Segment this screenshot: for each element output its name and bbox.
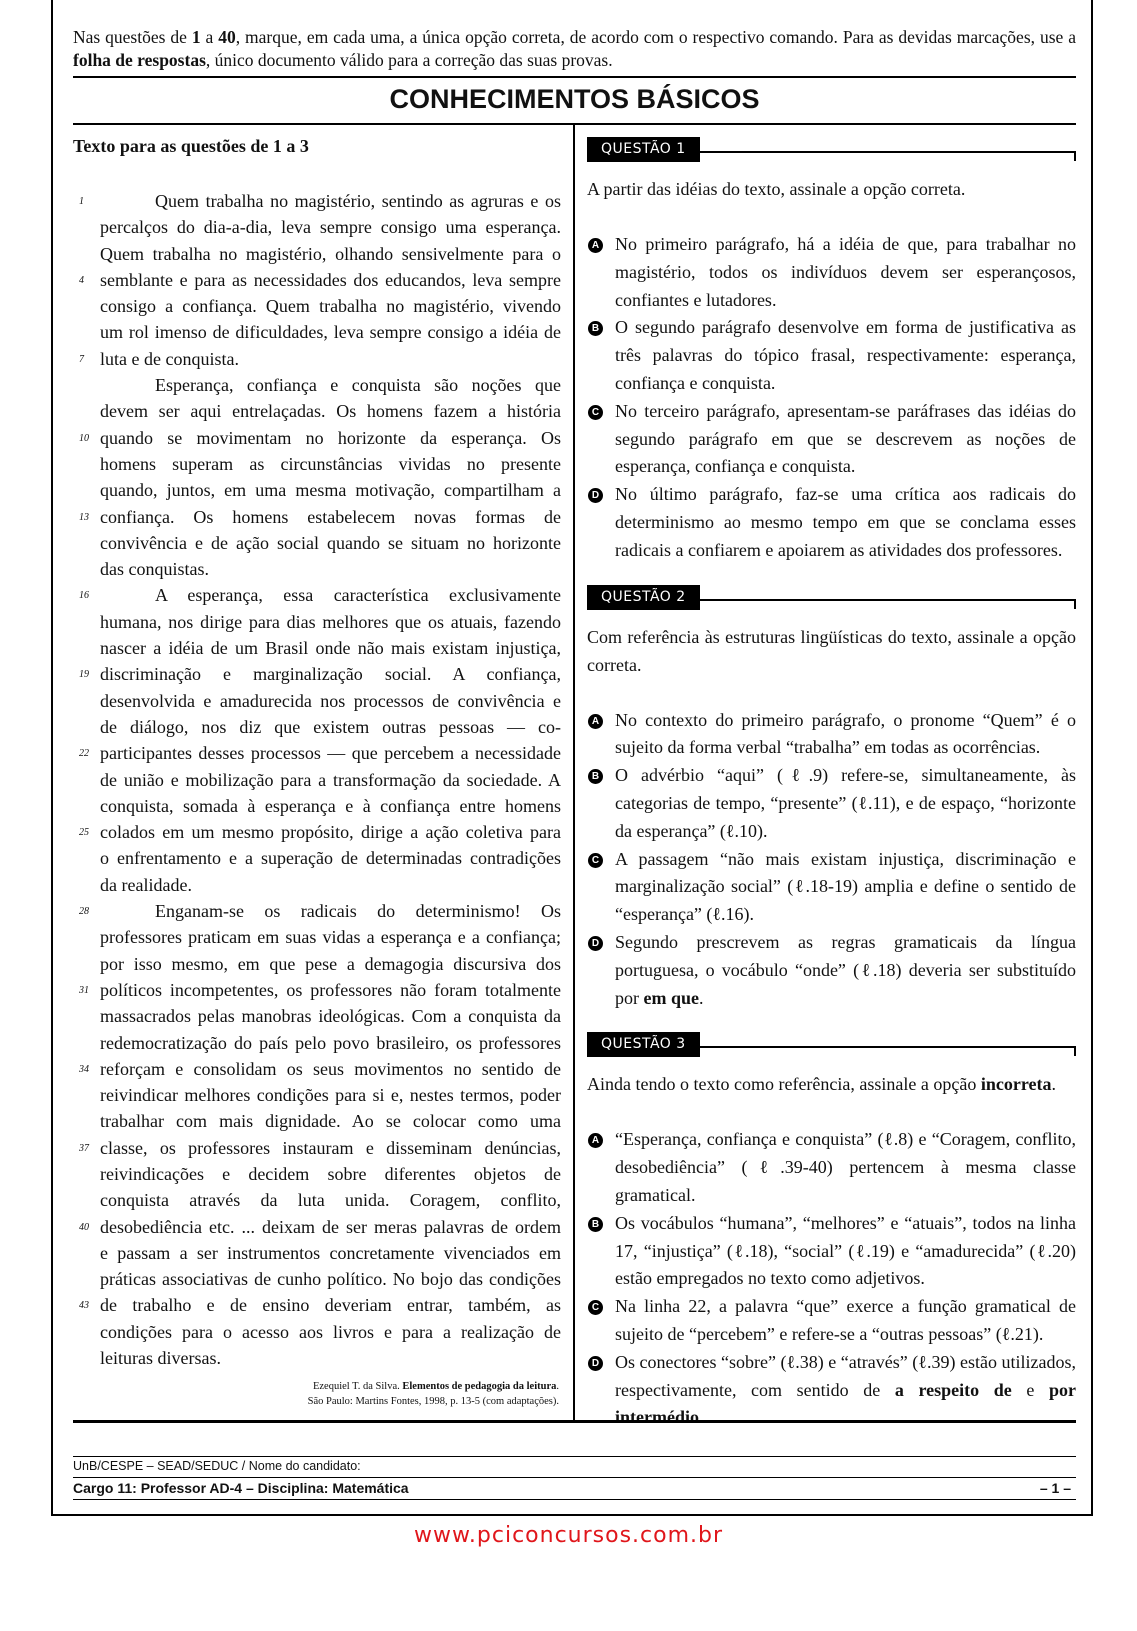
header-rule — [687, 1046, 1076, 1048]
option-letter-circle-icon: B — [588, 321, 603, 336]
text-line — [73, 1161, 561, 1187]
text-run: Ezequiel T. da Silva. — [312, 1381, 403, 1393]
text-line — [73, 188, 561, 214]
line-text: consigo a confiança. Quem trabalha no magistério, vivendo — [100, 296, 561, 317]
text-line — [73, 872, 561, 898]
line-text: devem ser aqui entrelaçadas. Os homens fazem a história — [100, 401, 561, 422]
page-number: – 1 – — [1039, 1480, 1071, 1496]
bold-text: folha de respostas — [73, 50, 206, 70]
option-b[interactable] — [587, 1210, 1076, 1293]
question-stem — [587, 175, 1076, 203]
text-run: Os conectores “sobre” (ℓ.38) e “através” (ℓ.39) estão utilizados, respectivamente, com sentido de — [615, 1351, 1076, 1400]
line-number: 34 — [79, 1063, 89, 1075]
header-rule — [687, 599, 1076, 601]
line-number: 40 — [79, 1221, 89, 1233]
line-text: semblante e para as necessidades dos educandos, leva sempre — [100, 269, 561, 290]
line-text: reforçam e consolidam os seus movimentos no sentido de — [100, 1058, 561, 1079]
question-1 — [587, 137, 1076, 565]
option-letter-circle-icon: B — [588, 1217, 603, 1232]
questions-column — [587, 137, 1076, 1452]
line-text: reivindicações e decidem sobre diferentes objetos de — [100, 1163, 561, 1184]
text-run: O segundo parágrafo desenvolve em forma de justificativa as três palavras do tópico frasal, respectivamente: esperança, confiança e conquista. — [615, 317, 1076, 393]
option-c[interactable] — [587, 846, 1076, 929]
option-c[interactable] — [587, 1293, 1076, 1349]
question-header — [587, 1032, 1076, 1058]
footer-position: Cargo 11: Professor AD-4 – Disciplina: Matemática — [73, 1480, 409, 1496]
text-line — [73, 1345, 561, 1371]
line-text: reivindicar melhores condições para si e, nestes termos, poder — [100, 1085, 561, 1106]
text-line — [73, 530, 561, 556]
text-run: No terceiro parágrafo, apresentam-se paráfrases das idéias do segundo parágrafo em que se descrevem as noções de esperança, confiança e conquista. — [615, 400, 1076, 477]
question-2 — [587, 585, 1076, 1013]
text-line — [73, 661, 561, 687]
text-line — [73, 1187, 561, 1213]
line-text: de trabalho e de ensino deveriam entrar, também, as — [100, 1295, 561, 1316]
text-line — [73, 767, 561, 793]
text-line — [73, 714, 561, 740]
header-rule — [687, 151, 1076, 153]
text-line — [73, 635, 561, 661]
text-line — [73, 1003, 561, 1029]
line-text: de diálogo, nos diz que existem outras pessoas — co- — [100, 716, 561, 737]
text-run: No contexto do primeiro parágrafo, o pronome “Quem” é o sujeito da forma verbal “trabalha” em todas as ocorrências. — [615, 709, 1076, 758]
line-number: 10 — [79, 432, 89, 444]
bold-text: incorreta — [980, 1074, 1052, 1095]
text-line — [73, 924, 561, 950]
line-number: 22 — [79, 748, 89, 760]
text-run: e — [1011, 1379, 1049, 1400]
option-letter-circle-icon: A — [588, 1133, 603, 1148]
text-heading: Texto para as questões de 1 a 3 — [73, 136, 309, 156]
line-text: colados em um mesmo propósito, dirige a ação coletiva para — [100, 822, 561, 843]
line-text: de união e mobilização para a transformação da sociedade. A — [100, 769, 561, 790]
line-text: conquista, somada à esperança e à confiança entre homens — [100, 795, 561, 816]
text-run: Os vocábulos “humana”, “melhores” e “atuais”, todos na linha 17, “injustiça” (ℓ.18), “social” (ℓ.19) e “amadurecida” (ℓ.20) estão empregados no texto como adjetivos. — [615, 1212, 1076, 1289]
text-line — [73, 977, 561, 1003]
option-b[interactable] — [587, 762, 1076, 845]
line-text: A esperança, essa característica exclusivamente — [155, 585, 561, 606]
text-line — [73, 451, 561, 477]
header-tick — [1074, 1046, 1076, 1056]
text-line — [73, 951, 561, 977]
line-text: leituras diversas. — [100, 1348, 221, 1369]
text-run: . — [698, 1407, 704, 1428]
line-text: Quem trabalha no magistério, sentindo as agruras e os — [155, 191, 561, 211]
line-text: da realidade. — [100, 874, 192, 895]
text-run: “Esperança, confiança e conquista” (ℓ.8) e “Coragem, conflito, desobediência” (ℓ.39-40) pertencem à mesma classe gramatical. — [615, 1129, 1076, 1205]
section-title: CONHECIMENTOS BÁSICOS — [389, 84, 760, 114]
line-text: homens superam as circunstâncias vividas no presente — [100, 453, 561, 474]
option-letter-circle-icon: B — [588, 769, 603, 784]
text-line — [73, 582, 561, 608]
line-number: 25 — [79, 827, 89, 839]
reading-text-column — [73, 136, 561, 1409]
text-line — [73, 1319, 561, 1345]
line-text: desenvolvida e amadurecida nos processos de convivência e — [100, 690, 561, 711]
text-line — [73, 845, 561, 871]
divider — [73, 76, 1076, 78]
line-text: discriminação e marginalização social. A confiança, — [100, 664, 561, 685]
reading-text — [73, 188, 561, 1371]
text-run: , único documento válido para a correção das suas provas. — [205, 50, 613, 70]
text-line — [73, 1266, 561, 1292]
line-text: professores praticam em suas vidas a esperança e a confiança; — [100, 927, 561, 948]
line-number: 16 — [79, 590, 89, 602]
option-a[interactable] — [587, 231, 1076, 314]
line-number: 31 — [79, 984, 89, 996]
line-number: 28 — [79, 906, 89, 918]
text-line — [73, 372, 561, 398]
text-run: Segundo prescrevem as regras gramaticais da língua portuguesa, o vocábulo “onde” (ℓ.18) deveria ser substituído por — [615, 931, 1076, 1008]
line-text: o enfrentamento e a superação de determinadas contradições — [100, 848, 561, 869]
text-line — [73, 241, 561, 267]
text-line — [73, 688, 561, 714]
text-line — [73, 1240, 561, 1266]
header-tick — [1074, 151, 1076, 161]
line-number: 7 — [79, 353, 84, 365]
bold-text: por intermédio — [615, 1379, 1076, 1428]
text-run: A partir das idéias do texto, assinale a opção correta. — [587, 179, 966, 199]
text-line — [73, 319, 561, 345]
line-number: 13 — [79, 511, 89, 523]
text-run: Ainda tendo o texto como referência, assinale a opção — [587, 1074, 981, 1095]
line-number: 43 — [79, 1300, 89, 1312]
line-text: das conquistas. — [100, 559, 209, 580]
text-line — [73, 477, 561, 503]
text-run: São Paulo: Martins Fontes, 1998, p. 13-5 (com adaptações). — [307, 1396, 559, 1408]
instructions — [73, 26, 1076, 72]
line-text: percalços do dia-a-dia, leva sempre consigo uma esperança. — [100, 217, 561, 238]
text-line — [73, 793, 561, 819]
text-line — [73, 1056, 561, 1082]
line-number: 4 — [79, 274, 84, 286]
question-stem — [587, 623, 1076, 679]
text-line — [73, 609, 561, 635]
text-run: Com referência às estruturas lingüísticas do texto, assinale a opção correta. — [587, 626, 1076, 675]
line-number: 1 — [79, 196, 84, 207]
question-label: QUESTÃO 3 — [587, 1032, 700, 1057]
text-run: a — [200, 27, 219, 47]
option-letter-circle-icon: D — [588, 488, 603, 503]
line-text: Esperança, confiança e conquista são noções que — [155, 375, 561, 396]
text-line — [73, 346, 561, 372]
line-text: nascer a idéia de um Brasil onde não mais existam injustiça, — [100, 638, 561, 659]
line-number: 19 — [79, 669, 89, 681]
line-text: conquista através da luta unida. Coragem, conflito, — [100, 1190, 561, 1211]
bold-text: a respeito de — [894, 1379, 1012, 1400]
text-run: A passagem “não mais existam injustiça, discriminação e marginalização social” (ℓ.18-19) amplia e define o sentido de “esperança” (ℓ.16). — [615, 848, 1076, 925]
divider — [73, 1499, 1076, 1500]
line-text: Enganam-se os radicais do determinismo! Os — [155, 901, 561, 922]
option-letter-circle-icon: C — [588, 853, 603, 868]
option-d[interactable] — [587, 929, 1076, 1012]
text-line — [73, 1214, 561, 1240]
question-label: QUESTÃO 2 — [587, 585, 700, 610]
text-line — [73, 1030, 561, 1056]
option-letter-circle-icon: A — [588, 714, 603, 729]
line-text: redemocratização do país pelo povo brasileiro, os professores — [100, 1032, 561, 1053]
text-line — [73, 425, 561, 451]
text-run: . — [699, 987, 704, 1008]
text-line — [73, 267, 561, 293]
text-run: . — [556, 1381, 559, 1393]
option-letter-circle-icon: C — [588, 1300, 603, 1315]
bold-text: Elementos de pedagogia da leitura — [402, 1381, 557, 1393]
option-letter-circle-icon: A — [588, 238, 603, 253]
text-run: , marque, em cada uma, a única opção correta, de acordo com o respectivo comando. Para as devidas marcações, use a — [235, 27, 1076, 47]
option-letter-circle-icon: D — [588, 936, 603, 951]
question-stem — [587, 1070, 1076, 1098]
option-d[interactable] — [587, 481, 1076, 564]
option-letter-circle-icon: D — [588, 1356, 603, 1371]
line-text: políticos incompetentes, os professores não foram totalmente — [100, 979, 561, 1000]
text-run: No último parágrafo, faz-se uma crítica aos radicais do determinismo ao mesmo tempo em que se conclama esses radicais a confiarem e apoiarem as atividades dos professores. — [615, 484, 1076, 560]
footer-candidate: UnB/CESPE – SEAD/SEDUC / Nome do candidato: — [73, 1459, 361, 1473]
bold-text: 1 — [191, 27, 201, 47]
divider — [73, 1420, 1076, 1423]
question-header — [587, 585, 1076, 611]
line-text: luta e de conquista. — [100, 348, 239, 369]
line-text: participantes desses processos — que percebem a necessidade — [100, 743, 561, 764]
text-line — [73, 1292, 561, 1318]
line-text: quando, juntos, em uma mesma motivação, compartilham a — [100, 480, 561, 501]
bold-text: em que — [643, 987, 699, 1008]
question-header — [587, 137, 1076, 163]
text-line — [73, 504, 561, 530]
divider — [73, 1477, 1076, 1478]
line-text: confiança. Os homens estabelecem novas formas de — [100, 506, 561, 527]
exam-page — [51, 0, 1093, 1516]
text-line — [73, 1135, 561, 1161]
text-run: Na linha 22, a palavra “que” exerce a função gramatical de sujeito de “percebem” e refere-se a “outras pessoas” (ℓ.21). — [615, 1296, 1076, 1344]
text-line — [73, 293, 561, 319]
text-run: O advérbio “aqui” (ℓ.9) refere-se, simultaneamente, às categorias de tempo, “presente” (ℓ.11), e de espaço, “horizonte da esperança” (ℓ.10). — [615, 765, 1076, 841]
line-text: massacrados pelas manobras ideológicas. Com a conquista da — [100, 1006, 561, 1027]
column-divider — [573, 124, 575, 1421]
divider — [73, 1456, 1076, 1457]
option-c[interactable] — [587, 398, 1076, 481]
text-line — [73, 740, 561, 766]
option-a[interactable] — [587, 707, 1076, 763]
option-b[interactable] — [587, 314, 1076, 397]
header-tick — [1074, 599, 1076, 609]
text-line — [73, 1108, 561, 1134]
line-text: quando se movimentam no horizonte da esperança. Os — [100, 427, 561, 448]
line-number: 37 — [79, 1142, 89, 1154]
line-text: desobediência etc. ... deixam de ser meras palavras de ordem — [100, 1216, 561, 1237]
line-text: e passam a ser instrumentos concretamente vivenciados em — [100, 1242, 561, 1263]
text-line — [73, 214, 561, 240]
source-url[interactable]: www.pciconcursos.com.br — [413, 1523, 724, 1548]
option-letter-circle-icon: C — [588, 405, 603, 420]
citation — [73, 1379, 561, 1409]
question-label: QUESTÃO 1 — [587, 137, 700, 162]
line-text: Quem trabalha no magistério, olhando sensivelmente para o — [100, 243, 561, 264]
text-line — [73, 556, 561, 582]
line-text: por isso mesmo, em que pese a demagogia discursiva dos — [100, 953, 561, 974]
line-text: humana, nos dirige para dias melhores que os atuais, fazendo — [100, 611, 561, 632]
line-text: classe, os professores instauram e disseminam denúncias, — [100, 1137, 561, 1158]
text-run: Nas questões de — [73, 27, 192, 47]
line-text: trabalhar com mais dignidade. Ao se colocar como uma — [100, 1111, 561, 1132]
line-text: um rol imenso de dificuldades, leva sempre consigo a idéia de — [100, 322, 561, 343]
line-text: práticas associativas de cunho político. No bojo das condições — [100, 1269, 561, 1290]
option-a[interactable] — [587, 1126, 1076, 1209]
text-line — [73, 398, 561, 424]
text-line — [73, 1082, 561, 1108]
question-3 — [587, 1032, 1076, 1432]
text-line — [73, 898, 561, 924]
bold-text: 40 — [218, 27, 236, 47]
line-text: convivência e de ação social quando se situam no horizonte — [100, 532, 561, 553]
text-run: . — [1051, 1074, 1056, 1095]
line-text: condições para o acesso aos livros e para a realização de — [100, 1321, 561, 1342]
text-line — [73, 819, 561, 845]
text-run: No primeiro parágrafo, há a idéia de que, para trabalhar no magistério, todos os indivíduos devem ser esperançosos, confiantes e lutadores. — [615, 234, 1076, 310]
